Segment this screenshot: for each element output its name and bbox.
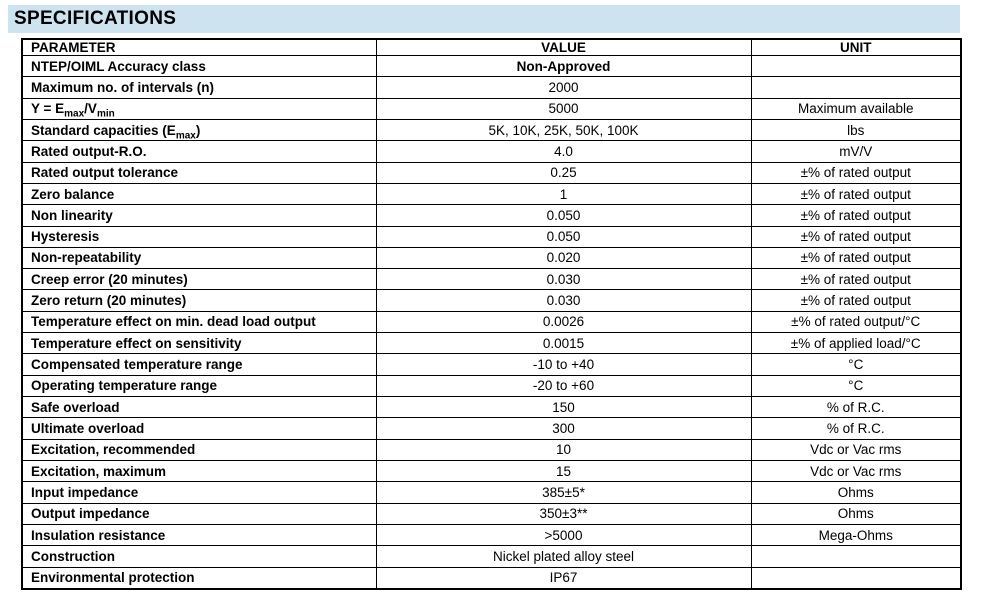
header-row (22, 39, 961, 56)
table-row (22, 141, 961, 162)
parameter-cell: Rated output-R.O. (22, 141, 376, 162)
value-cell: 0.050 (376, 205, 751, 226)
value-cell: 0.030 (376, 290, 751, 311)
value-cell: -10 to +40 (376, 354, 751, 375)
table-row (22, 503, 961, 524)
value-cell: -20 to +60 (376, 375, 751, 396)
unit-cell: ±% of rated output (751, 226, 961, 247)
parameter-cell: Temperature effect on min. dead load output (22, 311, 376, 332)
parameter-cell: Input impedance (22, 482, 376, 503)
value-cell: 15 (376, 460, 751, 481)
value-cell: 0.020 (376, 247, 751, 268)
value-cell: 0.0015 (376, 333, 751, 354)
parameter-cell: Ultimate overload (22, 418, 376, 439)
value-cell: 300 (376, 418, 751, 439)
unit-cell: Vdc or Vac rms (751, 460, 961, 481)
unit-cell (751, 56, 961, 77)
parameter-text: /V (84, 101, 97, 117)
table-row (22, 460, 961, 481)
table-row (22, 482, 961, 503)
table-row (22, 546, 961, 567)
parameter-cell: Excitation, recommended (22, 439, 376, 460)
value-cell: Non-Approved (376, 56, 751, 77)
table-row (22, 119, 961, 140)
parameter-cell: Construction (22, 546, 376, 567)
table-row (22, 98, 961, 119)
table-row (22, 333, 961, 354)
value-cell: 4.0 (376, 141, 751, 162)
unit-cell: lbs (751, 119, 961, 140)
table-row (22, 247, 961, 268)
parameter-cell: Safe overload (22, 397, 376, 418)
unit-cell: ±% of rated output (751, 183, 961, 204)
unit-cell: Ohms (751, 482, 961, 503)
column-header-parameter: PARAMETER (22, 39, 376, 56)
parameter-subscript-text: max (64, 108, 85, 120)
table-row (22, 77, 961, 98)
unit-cell (751, 77, 961, 98)
value-cell: 5000 (376, 98, 751, 119)
unit-cell: ±% of applied load/°C (751, 333, 961, 354)
table-row (22, 290, 961, 311)
table-row (22, 56, 961, 77)
unit-cell: °C (751, 354, 961, 375)
parameter-cell: NTEP/OIML Accuracy class (22, 56, 376, 77)
parameter-text: Standard capacities (E (31, 122, 176, 138)
parameter-cell: Hysteresis (22, 226, 376, 247)
parameter-cell: Operating temperature range (22, 375, 376, 396)
parameter-cell: Creep error (20 minutes) (22, 269, 376, 290)
title-band (8, 5, 960, 33)
value-cell: 385±5* (376, 482, 751, 503)
unit-cell: ±% of rated output (751, 205, 961, 226)
unit-cell: % of R.C. (751, 418, 961, 439)
unit-cell: Vdc or Vac rms (751, 439, 961, 460)
parameter-cell (22, 119, 376, 140)
parameter-text: ) (195, 122, 201, 138)
parameter-cell: Non-repeatability (22, 247, 376, 268)
unit-cell: Maximum available (751, 98, 961, 119)
table-row (22, 524, 961, 545)
table-row (22, 269, 961, 290)
value-cell: 350±3** (376, 503, 751, 524)
table-header (22, 39, 961, 56)
parameter-cell: Insulation resistance (22, 524, 376, 545)
table-row (22, 397, 961, 418)
value-cell: Nickel plated alloy steel (376, 546, 751, 567)
unit-cell: ±% of rated output/°C (751, 311, 961, 332)
page-title: SPECIFICATIONS (14, 8, 177, 29)
parameter-cell: Compensated temperature range (22, 354, 376, 375)
parameter-cell: Zero return (20 minutes) (22, 290, 376, 311)
spec-table-body (22, 56, 961, 590)
table-row (22, 226, 961, 247)
parameter-cell: Temperature effect on sensitivity (22, 333, 376, 354)
unit-cell: °C (751, 375, 961, 396)
parameter-cell: Non linearity (22, 205, 376, 226)
value-cell: 0.25 (376, 162, 751, 183)
value-cell: 10 (376, 439, 751, 460)
parameter-cell: Output impedance (22, 503, 376, 524)
unit-cell: ±% of rated output (751, 269, 961, 290)
table-row (22, 354, 961, 375)
unit-cell: Ohms (751, 503, 961, 524)
column-header-value: VALUE (376, 39, 751, 56)
unit-cell: mV/V (751, 141, 961, 162)
value-cell: 0.030 (376, 269, 751, 290)
parameter-subscript-text: max (175, 130, 196, 141)
parameter-cell: Zero balance (22, 183, 376, 204)
parameter-cell: Maximum no. of intervals (n) (22, 77, 376, 98)
value-cell: >5000 (376, 524, 751, 545)
parameter-cell: Excitation, maximum (22, 460, 376, 481)
value-cell: 1 (376, 183, 751, 204)
unit-cell: ±% of rated output (751, 290, 961, 311)
parameter-cell: Environmental protection (22, 567, 376, 589)
unit-cell: Mega-Ohms (751, 524, 961, 545)
value-cell: 2000 (376, 77, 751, 98)
unit-cell: ±% of rated output (751, 247, 961, 268)
table-row (22, 418, 961, 439)
parameter-cell: Rated output tolerance (22, 162, 376, 183)
value-cell: IP67 (376, 567, 751, 589)
table-row (22, 205, 961, 226)
unit-cell (751, 546, 961, 567)
value-cell: 5K, 10K, 25K, 50K, 100K (376, 119, 751, 140)
column-header-unit: UNIT (751, 39, 961, 56)
table-row (22, 439, 961, 460)
unit-cell: ±% of rated output (751, 162, 961, 183)
parameter-text: Y = E (31, 101, 65, 117)
table-row (22, 183, 961, 204)
specifications-table (21, 38, 962, 590)
unit-cell (751, 567, 961, 589)
table-row (22, 311, 961, 332)
value-cell: 150 (376, 397, 751, 418)
table-row (22, 567, 961, 589)
value-cell: 0.0026 (376, 311, 751, 332)
table-row (22, 162, 961, 183)
unit-cell: % of R.C. (751, 397, 961, 418)
value-cell: 0.050 (376, 226, 751, 247)
parameter-subscript-text: min (96, 108, 115, 120)
parameter-cell (22, 98, 376, 119)
table-row (22, 375, 961, 396)
